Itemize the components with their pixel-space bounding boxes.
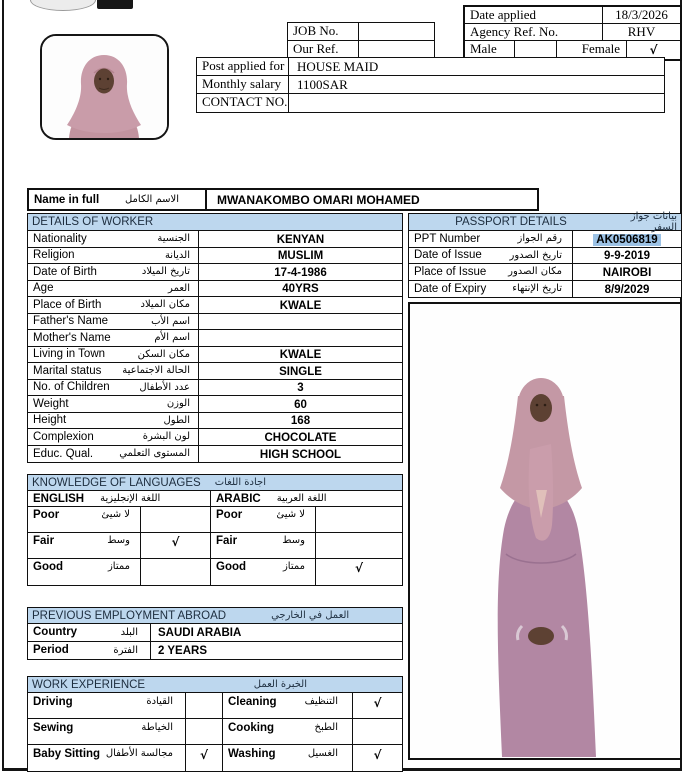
worker-details-title: DETAILS OF WORKER <box>32 216 154 228</box>
field-label: Father's Name <box>33 315 109 328</box>
field-label-arabic: الطول <box>163 414 190 426</box>
field-label-arabic: الجنسية <box>157 233 190 245</box>
table-row <box>28 446 402 463</box>
skill-label-arabic: الخياطة <box>141 722 173 733</box>
table-row <box>409 248 681 265</box>
field-value-cell <box>573 246 681 264</box>
english-fair-checkbox <box>141 533 211 558</box>
level-label: Good <box>33 561 64 573</box>
field-label: Educ. Qual. <box>33 447 94 460</box>
female-label: Female <box>557 41 627 59</box>
english-label-arabic: اللغة الإنجليزية <box>100 493 161 504</box>
skill-label: Cooking <box>228 722 274 734</box>
field-label: Age <box>33 282 54 295</box>
date-applied-value: 18/3/2026 <box>615 7 668 22</box>
languages-title-arabic: اجادة اللغات <box>214 477 267 488</box>
field-value: HIGH SCHOOL <box>259 448 342 461</box>
field-label-arabic: الديانة <box>164 249 190 261</box>
field-value-cell <box>199 445 402 463</box>
table-row <box>28 396 402 413</box>
field-label-arabic: اسم الأب <box>151 315 190 327</box>
field-value-cell <box>199 395 402 413</box>
field-value: 40YRS <box>282 283 319 296</box>
post-applied-label: Post applied for <box>197 58 289 75</box>
field-label-arabic: لون البشرة <box>142 431 190 443</box>
arabic-good-checkbox <box>316 559 402 575</box>
field-value-cell <box>199 428 402 446</box>
field-label-arabic: تاريخ الميلاد <box>141 266 190 278</box>
skill-label-arabic: القيادة <box>146 696 173 707</box>
passport-photo <box>40 34 169 140</box>
field-value: 3 <box>297 382 304 395</box>
our-ref-label: Our Ref. <box>288 41 359 59</box>
work-experience-title: WORK EXPERIENCE <box>32 678 146 691</box>
work-experience-row <box>28 719 402 745</box>
skill-label-arabic: الطبخ <box>314 722 338 733</box>
field-value-cell <box>573 230 681 248</box>
field-label-cell <box>409 248 573 264</box>
field-label-cell <box>28 347 199 363</box>
field-value: 17-4-1986 <box>274 266 327 279</box>
field-label: Complexion <box>33 430 94 443</box>
field-value-cell <box>199 246 402 264</box>
languages-header <box>28 475 402 491</box>
agency-ref-value: RHV <box>627 24 656 39</box>
level-label-cell <box>28 559 141 585</box>
table-row <box>28 264 402 281</box>
driving-checkbox <box>186 693 223 718</box>
full-body-illustration <box>410 304 679 757</box>
agency-ref-label: Agency Ref. No. <box>465 24 603 40</box>
date-applied-label: Date applied <box>465 7 603 23</box>
table-row <box>28 363 402 380</box>
field-label-cell <box>409 264 573 280</box>
field-label-cell <box>28 330 199 346</box>
skill-label-cell <box>223 745 353 771</box>
contact-label: CONTACT NO. <box>197 94 289 112</box>
agency-logo-icon <box>30 0 96 11</box>
language-level-row <box>28 507 402 533</box>
field-label-arabic: الحالة الاجتماعية <box>122 365 190 377</box>
field-label-arabic: تاريخ الإنتهاء <box>512 283 562 295</box>
job-no-row <box>288 23 434 41</box>
field-value: NAIROBI <box>602 266 652 279</box>
field-label-arabic: الوزن <box>166 398 190 410</box>
field-label-cell <box>28 363 199 379</box>
skill-label-cell <box>28 693 186 718</box>
skill-label-arabic: التنظيف <box>304 696 338 707</box>
field-value: 2 YEARS <box>158 645 208 658</box>
level-label-arabic: وسط <box>282 535 305 546</box>
cooking-checkbox <box>353 719 402 722</box>
field-label-cell <box>28 642 151 660</box>
level-label-arabic: لا شيئ <box>276 509 305 520</box>
post-applied-value: HOUSE MAID <box>297 58 379 74</box>
skill-label: Sewing <box>33 722 74 734</box>
passport-header <box>409 211 681 233</box>
checkmark: √ <box>354 561 363 575</box>
full-body-photo <box>408 302 682 760</box>
table-row <box>28 281 402 298</box>
job-ref-table <box>287 22 435 59</box>
field-value-cell <box>199 345 402 363</box>
language-level-row <box>28 559 402 585</box>
field-value: 8/9/2029 <box>604 283 650 296</box>
field-label: Place of Issue <box>414 265 487 278</box>
work-experience-table <box>27 676 403 772</box>
checkmark: √ <box>373 748 382 762</box>
field-value-cell <box>199 279 402 297</box>
field-label-cell <box>28 281 199 297</box>
level-label-arabic: ممتاز <box>282 561 305 572</box>
field-value: KWALE <box>279 349 322 362</box>
field-label: Date of Expiry <box>414 282 487 295</box>
field-label-cell <box>28 380 199 396</box>
field-value-cell <box>573 263 681 281</box>
level-label-cell <box>28 533 141 558</box>
field-label-cell <box>28 624 151 641</box>
field-label: Religion <box>33 249 75 262</box>
level-label: Fair <box>33 535 55 547</box>
application-table <box>196 57 665 113</box>
field-value: SINGLE <box>279 365 322 378</box>
field-label-arabic: عدد الأطفال <box>139 381 190 393</box>
skill-label-cell <box>28 719 186 744</box>
field-label: Date of Birth <box>33 265 97 278</box>
country-row <box>28 624 402 642</box>
skill-label: Cleaning <box>228 696 277 708</box>
field-value-cell <box>199 263 402 281</box>
field-label-arabic: العمر <box>168 282 190 294</box>
page-left-border <box>2 0 4 771</box>
name-row <box>27 188 539 211</box>
field-label-arabic: اسم الأم <box>154 332 190 344</box>
worker-details-header <box>28 214 402 231</box>
language-level-row <box>28 533 402 559</box>
table-row <box>409 231 681 248</box>
field-label-arabic: مكان الميلاد <box>140 299 190 311</box>
skill-label-cell <box>28 745 186 771</box>
ppt-number-highlighted: AK0506819 <box>593 234 660 246</box>
english-header-cell <box>28 491 211 506</box>
table-row <box>28 347 402 364</box>
table-row <box>409 264 681 281</box>
languages-table <box>27 474 403 586</box>
field-label-arabic: الفترة <box>113 644 138 656</box>
field-value: 9-9-2019 <box>603 250 651 263</box>
sewing-checkbox <box>186 719 223 744</box>
languages-title: KNOWLEDGE OF LANGUAGES <box>32 476 201 489</box>
name-value: MWANAKOMBO OMARI MOHAMED <box>217 192 420 207</box>
arabic-label: ARABIC <box>216 492 261 505</box>
skill-label: Baby Sitting <box>33 748 101 760</box>
work-experience-row <box>28 745 402 771</box>
level-label: Good <box>216 561 247 573</box>
passport-title: PASSPORT DETAILS <box>455 216 567 228</box>
field-label-arabic: مكان الصدور <box>508 266 562 278</box>
checkmark: √ <box>171 535 180 549</box>
date-applied-row <box>465 7 680 24</box>
level-label-cell <box>211 507 316 532</box>
field-label: Country <box>33 626 78 639</box>
skill-label-arabic: مجالسة الأطفال <box>105 748 173 759</box>
level-label-arabic: ممتاز <box>107 561 130 572</box>
passport-title-arabic: بيانات جواز السفر <box>630 211 677 233</box>
female-checkbox: √ <box>649 43 658 57</box>
field-label-cell <box>28 446 199 463</box>
salary-label: Monthly salary <box>197 76 289 93</box>
skill-label-cell <box>223 693 353 718</box>
field-value: SAUDI ARABIA <box>158 627 242 640</box>
field-value-cell <box>199 362 402 380</box>
field-label: Marital status <box>33 364 102 377</box>
field-value: MUSLIM <box>277 250 324 263</box>
skill-label: Driving <box>33 696 73 708</box>
english-label: ENGLISH <box>33 492 85 505</box>
table-row <box>409 281 681 298</box>
field-label: PPT Number <box>414 232 481 245</box>
field-label: Weight <box>33 397 69 410</box>
contact-row <box>197 94 664 112</box>
work-experience-row <box>28 693 402 719</box>
field-label-cell <box>28 413 199 429</box>
level-label: Poor <box>33 509 60 521</box>
level-label-cell <box>211 533 316 558</box>
level-label: Poor <box>216 509 243 521</box>
field-value: CHOCOLATE <box>264 431 337 444</box>
field-label-cell <box>409 281 573 298</box>
work-experience-header <box>28 677 402 693</box>
field-label-arabic: البلد <box>120 626 138 638</box>
baby-sitting-checkbox <box>186 745 223 771</box>
male-label: Male <box>465 41 515 59</box>
job-no-label: JOB No. <box>288 23 359 40</box>
level-label: Fair <box>216 535 238 547</box>
table-row <box>28 314 402 331</box>
field-value-cell <box>151 623 402 641</box>
table-row <box>28 248 402 265</box>
field-value: KWALE <box>279 299 322 312</box>
field-value: 168 <box>290 415 311 428</box>
arabic-header-cell <box>211 493 402 505</box>
field-label: Height <box>33 414 67 427</box>
field-label: Period <box>33 644 69 657</box>
previous-employment-header <box>28 608 402 624</box>
field-label-arabic: رقم الجواز <box>517 233 562 245</box>
worker-details-table <box>27 213 403 463</box>
arabic-poor-checkbox <box>316 507 402 509</box>
field-label-cell <box>28 264 199 280</box>
field-label-cell <box>28 314 199 330</box>
field-value-cell <box>199 296 402 314</box>
name-label-arabic: الاسم الكامل <box>124 194 179 205</box>
our-ref-row <box>288 41 434 59</box>
language-names-row <box>28 491 402 507</box>
table-row <box>28 413 402 430</box>
field-label: Living in Town <box>33 348 106 361</box>
checkmark: √ <box>373 696 382 710</box>
field-label: Place of Birth <box>33 298 102 311</box>
previous-employment-title: PREVIOUS EMPLOYMENT ABROAD <box>32 609 227 622</box>
name-label: Name in full <box>34 193 100 206</box>
table-row <box>28 297 402 314</box>
field-label: No. of Children <box>33 381 110 394</box>
table-row <box>28 330 402 347</box>
period-row <box>28 642 402 660</box>
skill-label: Washing <box>228 748 276 760</box>
previous-employment-title-arabic: العمل في الخارجي <box>271 610 350 621</box>
field-label-arabic: مكان السكن <box>137 348 190 360</box>
level-label-arabic: وسط <box>107 535 130 546</box>
agency-logo-bar-icon <box>97 0 133 9</box>
level-label-cell <box>28 507 141 532</box>
field-label-cell <box>28 396 199 412</box>
field-label-cell <box>28 231 199 247</box>
level-label-cell <box>211 559 316 585</box>
salary-value: 1100SAR <box>297 76 348 92</box>
previous-employment-table <box>27 607 403 660</box>
meta-table <box>463 5 682 61</box>
field-value-cell <box>151 641 402 659</box>
salary-row <box>197 76 664 94</box>
table-row <box>28 429 402 446</box>
field-label-arabic: تاريخ الصدور <box>509 249 562 261</box>
skill-label-cell <box>223 719 353 744</box>
field-label: Nationality <box>33 232 87 245</box>
field-value-cell <box>573 280 681 298</box>
field-label-cell <box>28 297 199 313</box>
field-label-arabic: المستوى التعلمي <box>119 448 190 460</box>
field-value-cell <box>199 230 402 248</box>
passport-table <box>408 213 682 298</box>
agency-ref-row <box>465 24 680 41</box>
field-value-cell <box>199 411 402 429</box>
post-applied-row <box>197 58 664 76</box>
field-label-cell <box>28 429 199 445</box>
english-poor-checkbox <box>141 507 211 532</box>
field-label: Mother's Name <box>33 331 111 344</box>
field-label-cell <box>28 248 199 264</box>
field-label: Date of Issue <box>414 249 482 262</box>
arabic-label-arabic: اللغة العربية <box>276 493 327 504</box>
table-row <box>28 380 402 397</box>
field-value: KENYAN <box>276 233 325 246</box>
checkmark: √ <box>199 748 208 762</box>
english-good-checkbox <box>141 559 211 585</box>
field-value: 60 <box>294 398 307 411</box>
table-row <box>28 231 402 248</box>
name-label-cell <box>29 190 207 209</box>
portrait-illustration <box>42 36 167 138</box>
field-value-cell <box>199 378 402 396</box>
washing-checkbox <box>353 745 402 762</box>
arabic-fair-checkbox <box>316 533 402 535</box>
level-label-arabic: لا شيئ <box>101 509 130 520</box>
skill-label-arabic: الغسيل <box>307 748 338 759</box>
cleaning-checkbox <box>353 693 402 710</box>
field-label-cell <box>409 231 573 247</box>
work-experience-title-arabic: الخبرة العمل <box>253 679 307 690</box>
